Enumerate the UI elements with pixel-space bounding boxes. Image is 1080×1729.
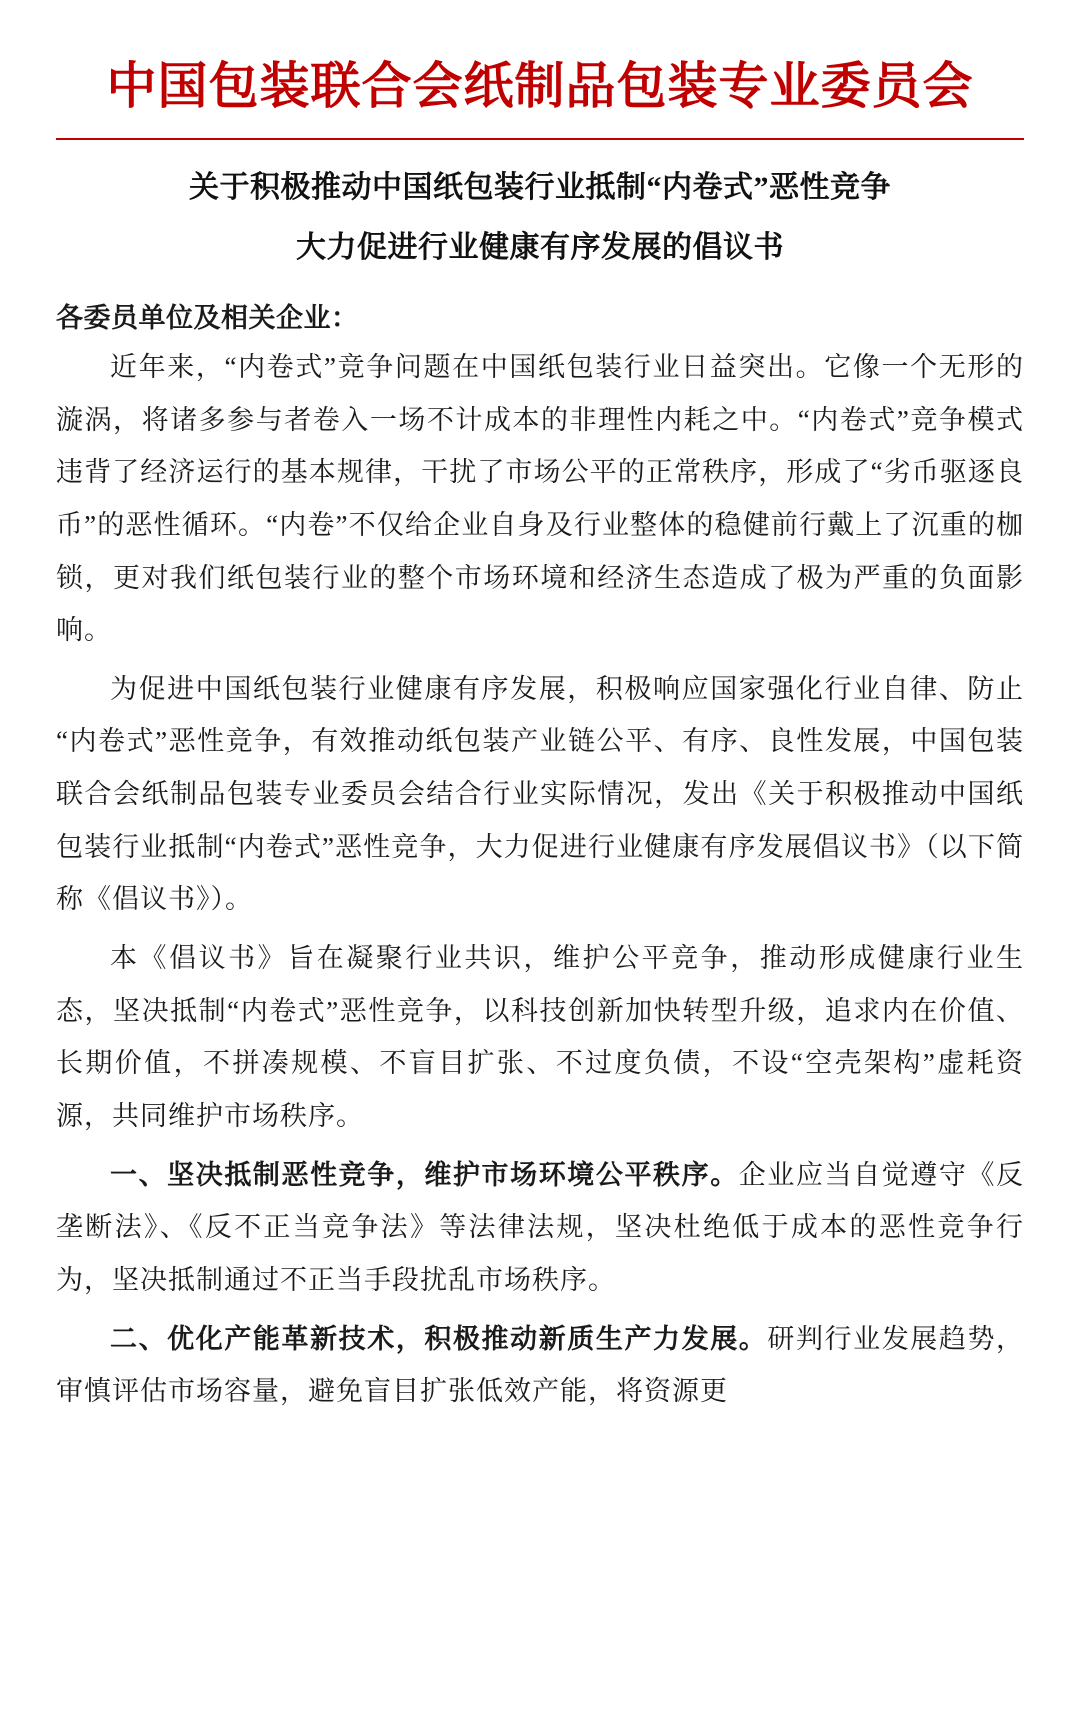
body-paragraph: 为促进中国纸包装行业健康有序发展，积极响应国家强化行业自律、防止“内卷式”恶性竞争，有效推动纸包装产业链公平、有序、良性发展，中国包装联合会纸制品包装专业委员会结合行业实际情况，发出《关于积极推动中国纸包装行业抵制“内卷式”恶性竞争，大力促进行业健康有序发展倡议书》（以下简称《倡议书》）。: [56, 673, 1024, 915]
body-paragraph: 本《倡议书》旨在凝聚行业共识，维护公平竞争，推动形成健康行业生态，坚决抵制“内卷式”恶性竞争，以科技创新加快转型升级，追求内在价值、长期价值，不拼凑规模、不盲目扩张、不过度负债，不设“空壳架构”虚耗资源，共同维护市场秩序。: [56, 943, 1024, 1131]
clause-item: [56, 1313, 1024, 1418]
clause-heading: 坚决抵制恶性竞争，维护市场环境公平秩序。: [167, 1159, 739, 1190]
clause-number: 一、: [110, 1159, 168, 1190]
clause-item: [56, 1149, 1024, 1307]
salutation: 各委员单位及相关企业：: [56, 303, 359, 333]
letterhead-divider: [56, 138, 1024, 140]
page-title-line-1: 关于积极推动中国纸包装行业抵制“内卷式”恶性竞争: [189, 171, 891, 204]
letterhead-title: 中国包装联合会纸制品包装专业委员会: [106, 58, 974, 114]
body-paragraph: 近年来，“内卷式”竞争问题在中国纸包装行业日益突出。它像一个无形的漩涡，将诸多参与者卷入一场不计成本的非理性内耗之中。“内卷式”竞争模式违背了经济运行的基本规律，干扰了市场公平的正常秩序，形成了“劣币驱逐良币”的恶性循环。“内卷”不仅给企业自身及行业整体的稳健前行戴上了沉重的枷锁，更对我们纸包装行业的整个市场环境和经济生态造成了极为严重的负面影响。: [56, 352, 1024, 646]
page-title: [56, 158, 1024, 278]
clause-number: 二、: [110, 1323, 168, 1354]
page-title-line-2: 大力促进行业健康有序发展的倡议书: [296, 231, 784, 264]
clause-text: 研判行业发展趋势，审慎评估市场容量，避免盲目扩张低效产能，将资源更: [56, 1323, 1025, 1407]
clause-heading: 优化产能革新技术，积极推动新质生产力发展。: [167, 1323, 768, 1354]
clause-text: 企业应当自觉遵守《反垄断法》、《反不正当竞争法》等法律法规，坚决杜绝低于成本的恶性竞争行为，坚决抵制通过不正当手段扰乱市场秩序。: [56, 1159, 1025, 1295]
